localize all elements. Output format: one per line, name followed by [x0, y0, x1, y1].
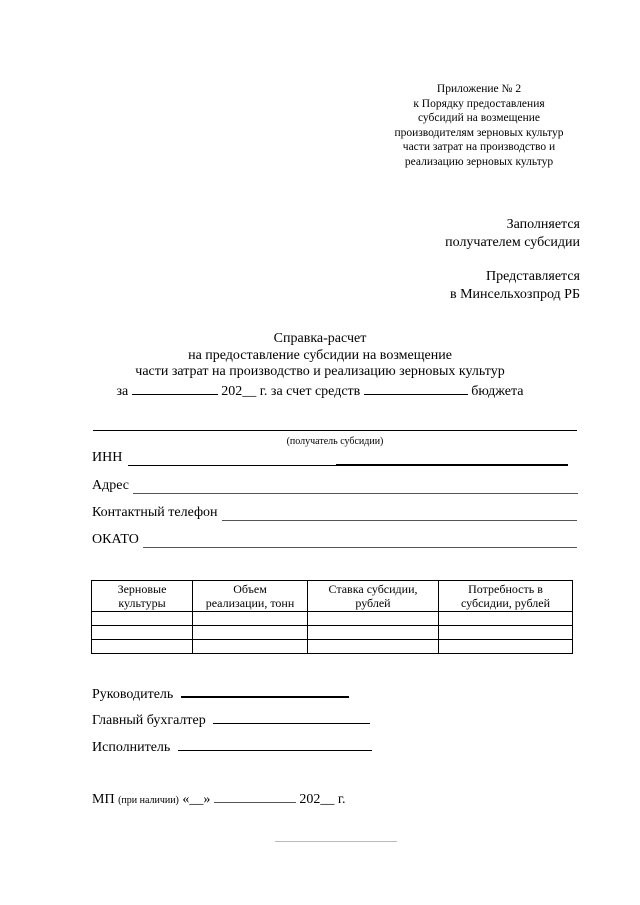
table-cell[interactable]	[92, 640, 193, 654]
recipient-caption: (получатель субсидии)	[286, 436, 384, 447]
signature-head	[92, 683, 349, 703]
executor-signature-blank[interactable]	[178, 737, 372, 751]
accountant-signature-blank[interactable]	[213, 710, 370, 724]
filled-by-line-1: Заполняется	[506, 217, 580, 232]
filled-by-note	[445, 216, 580, 252]
okato-field	[92, 532, 577, 548]
month-blank[interactable]	[214, 789, 296, 803]
table-cell[interactable]	[439, 612, 573, 626]
table-cell[interactable]	[193, 640, 308, 654]
table-cell[interactable]	[308, 612, 439, 626]
table-header-row	[92, 581, 573, 612]
okato-label: ОКАТО	[92, 532, 139, 547]
phone-field	[92, 505, 577, 521]
okato-blank[interactable]	[143, 534, 577, 548]
appendix-line: Приложение № 2	[436, 83, 522, 95]
budget-source-blank[interactable]	[364, 381, 468, 395]
table-row	[92, 612, 573, 626]
stamp-year: 202__ г.	[299, 792, 346, 807]
header-need: Потребность в субсидии, рублей	[439, 581, 573, 612]
recipient-name-line[interactable]	[93, 430, 577, 431]
header-crops: Зерновые культуры	[92, 581, 193, 612]
table-cell[interactable]	[439, 640, 573, 654]
day-blank[interactable]: «__»	[182, 792, 211, 807]
header-rate: Ставка субсидии, рублей	[308, 581, 439, 612]
table-row	[92, 626, 573, 640]
table-cell[interactable]	[92, 626, 193, 640]
mp-note: (при наличии)	[118, 795, 179, 806]
table-cell[interactable]	[308, 640, 439, 654]
head-label: Руководитель	[92, 687, 174, 702]
inn-blank-1[interactable]	[128, 452, 336, 466]
address-label: Адрес	[92, 478, 130, 493]
title-budget-suffix: бюджета	[471, 383, 524, 399]
phone-blank[interactable]	[222, 507, 577, 521]
header-volume: Объем реализации, тонн	[193, 581, 308, 612]
table-cell[interactable]	[193, 626, 308, 640]
table-row	[92, 640, 573, 654]
appendix-line: части затрат на производство и	[402, 141, 556, 154]
signature-accountant	[92, 710, 370, 729]
title-year-text: 202__ г. за счет средств	[221, 383, 361, 399]
address-blank[interactable]	[133, 480, 578, 494]
filled-by-line-2: получателем субсидии	[445, 235, 580, 250]
appendix-line: субсидий на возмещение	[417, 112, 541, 125]
mp-label: МП	[92, 792, 115, 807]
address-field	[92, 478, 578, 494]
appendix-line: к Порядку предоставления	[413, 97, 545, 110]
appendix-header	[370, 82, 588, 170]
inn-label: ИНН	[92, 450, 123, 465]
phone-label: Контактный телефон	[92, 505, 218, 520]
title-period-prefix: за	[116, 383, 129, 399]
inn-blank-2[interactable]	[336, 452, 568, 466]
title-line-4	[60, 381, 580, 401]
submitted-to-line-1: Представляется	[486, 269, 580, 284]
footer-divider	[275, 841, 397, 842]
submitted-to-line-2: в Минсельхозпрод РБ	[449, 287, 580, 302]
signature-executor	[92, 737, 372, 756]
title-line-1: Справка-расчет	[273, 331, 367, 346]
period-blank[interactable]	[132, 381, 218, 395]
submitted-to-note	[450, 268, 580, 304]
appendix-line: производителям зерновых культур	[394, 126, 564, 139]
executor-label: Исполнитель	[92, 740, 171, 755]
accountant-label: Главный бухгалтер	[92, 713, 206, 728]
table-cell[interactable]	[92, 612, 193, 626]
subsidy-table	[91, 580, 573, 654]
table-cell[interactable]	[308, 626, 439, 640]
document-title	[60, 331, 580, 400]
head-signature-blank[interactable]	[181, 683, 349, 698]
title-line-3: части затрат на производство и реализацию зерновых культур	[135, 364, 505, 379]
title-line-2: на предоставление субсидии на возмещение	[188, 347, 452, 363]
stamp-date-line	[92, 789, 346, 808]
table-cell[interactable]	[193, 612, 308, 626]
inn-field	[92, 450, 574, 466]
table-cell[interactable]	[439, 626, 573, 640]
appendix-line: реализацию зерновых культур	[404, 155, 554, 168]
